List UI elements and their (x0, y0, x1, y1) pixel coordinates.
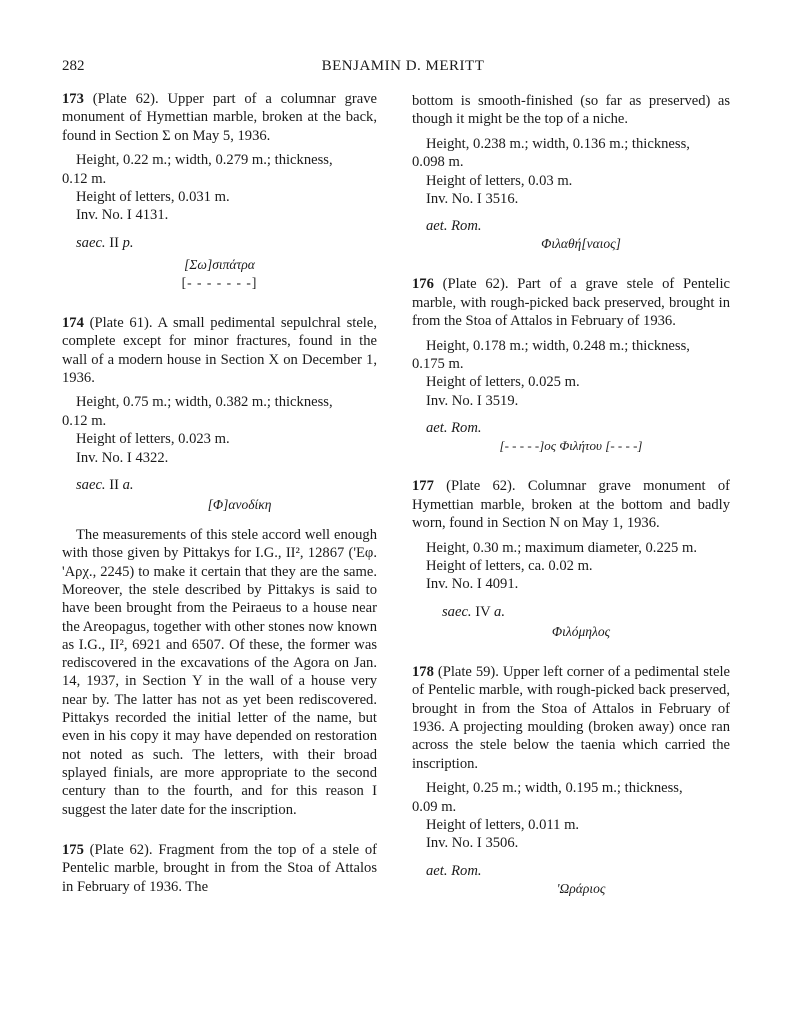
entry-173-description: 173 (Plate 62). Upper part of a columnar grave monument of Hymettian marble, broken at the back, found in Section Σ on May 5, 1936. (62, 91, 377, 144)
dimensions-cont: 0.09 m. (412, 798, 457, 815)
entry-176 (412, 275, 730, 455)
entry-number: 177 (412, 478, 434, 495)
entry-177-date: saec. IV a. (442, 603, 505, 620)
entry-175-measurements (412, 135, 730, 209)
entry-178-inscription: 'Ωράριος (556, 880, 606, 896)
entry-174 (62, 314, 377, 819)
entry-174-discussion: The measurements of this stele accord well enough with those given by Pittakys for I.G., II², 12867 ('Εφ. 'Αρχ., 2245) to make it certain that they are the same. Moreover, the stele described by Pittakys is said to have been brought from the Peiraeus to a house near the Areopagus, together with other stones now known as I.G., II², 6921 and 6507. Of these, the former was rediscovered in the excavations of the Agora on Jan. 14, 1937, in Section Υ in the wall of a house very near by. The latter has not as yet been rediscovered. Pittakys recorded the initial letter of the name, but even in his copy it may have depended on restoration not noted as such. The letters, with their broad splayed finials, are more appropriate to the second century than to the fourth, and for this reason I suggest the later date for the inscription. (62, 527, 377, 818)
entry-175-description-cont: bottom is smooth-finished (so far as preserved) as though it might be the top of a niche. (412, 93, 730, 128)
entry-173 (62, 90, 377, 292)
dimensions-cont: 0.175 m. (412, 356, 464, 373)
entry-175-inscription: Φιλαθή[ναιος] (541, 236, 621, 252)
right-column (412, 92, 730, 898)
inventory-number: Inv. No. I 3519. (426, 392, 519, 409)
letter-height: Height of letters, 0.03 m. (426, 172, 573, 189)
letter-height: Height of letters, 0.023 m. (76, 431, 230, 448)
entry-178-date: aet. Rom. (426, 862, 482, 879)
inventory-number: Inv. No. I 4091. (426, 576, 519, 593)
entry-174-measurements (62, 393, 377, 467)
entry-175-continued (412, 92, 730, 253)
entry-174-date: saec. II a. (76, 477, 134, 494)
entry-176-measurements (412, 337, 730, 411)
dimensions: Height, 0.75 m.; width, 0.382 m.; thickness, (76, 394, 333, 411)
inventory-number: Inv. No. I 4131. (76, 207, 169, 224)
inventory-number: Inv. No. I 3516. (426, 191, 519, 208)
dimensions: Height, 0.30 m.; maximum diameter, 0.225 m. (426, 539, 697, 556)
entry-178 (412, 663, 730, 898)
page-header (62, 58, 744, 80)
letter-height: Height of letters, ca. 0.02 m. (426, 557, 593, 574)
letter-height: Height of letters, 0.011 m. (426, 816, 580, 833)
entry-175 (62, 841, 377, 896)
entry-177-description: 177 (Plate 62). Columnar grave monument of Hymettian marble, broken at the bottom and badly worn, found in Section N on May 1, 1936. (412, 478, 730, 532)
entry-174-inscription: [Φ]ανοδίκη (207, 497, 272, 513)
entry-173-date: saec. II p. (76, 234, 134, 251)
entry-number: 174 (62, 314, 84, 331)
entry-178-measurements (412, 779, 730, 853)
dimensions: Height, 0.22 m.; width, 0.279 m.; thickness, (76, 152, 333, 169)
dimensions-cont: 0.12 m. (62, 412, 107, 429)
left-column (62, 90, 377, 896)
dimensions-cont: 0.098 m. (412, 154, 464, 171)
running-head: BENJAMIN D. MERITT (321, 58, 485, 74)
inventory-number: Inv. No. I 3506. (426, 835, 519, 852)
entry-176-date: aet. Rom. (426, 420, 482, 437)
entry-175-date: aet. Rom. (426, 218, 482, 235)
entry-177 (412, 477, 730, 640)
entry-number: 176 (412, 276, 434, 293)
entry-173-measurements (62, 151, 377, 225)
entry-176-description: 176 (Plate 62). Part of a grave stele of Pentelic marble, with rough-picked back preserved, brought in from the Stoa of Attalos in February of 1936. (412, 276, 730, 330)
entry-175-description: 175 (Plate 62). Fragment from the top of a stele of Pentelic marble, brought in from the Stoa of Attalos in February of 1936. The (62, 841, 377, 895)
letter-height: Height of letters, 0.025 m. (426, 374, 580, 391)
entry-number: 175 (62, 841, 84, 858)
dimensions: Height, 0.238 m.; width, 0.136 m.; thickness, (426, 135, 690, 152)
entry-177-measurements (412, 539, 730, 594)
entry-178-description: 178 (Plate 59). Upper left corner of a pedimental stele of Pentelic marble, with rough-picked back preserved, brought in from the Stoa of Attalos in February of 1936. A projecting moulding (broken away) once ran across the stele below the taenia which carried the inscription. (412, 663, 730, 772)
dimensions: Height, 0.178 m.; width, 0.248 m.; thickness, (426, 337, 690, 354)
dimensions: Height, 0.25 m.; width, 0.195 m.; thickness, (426, 780, 683, 797)
dimensions-cont: 0.12 m. (62, 170, 107, 187)
letter-height: Height of letters, 0.031 m. (76, 189, 230, 206)
page-number: 282 (62, 58, 85, 74)
entry-number: 178 (412, 663, 434, 680)
entry-177-inscription: Φιλόμηλος (551, 623, 611, 639)
entry-173-inscription: [Σω]σιπάτρα [- - - - - - -] (181, 256, 258, 290)
entry-174-description: 174 (Plate 61). A small pedimental sepulchral stele, complete except for minor fractures, found in the wall of a modern house in Section X on December 1, 1936. (62, 314, 377, 387)
inventory-number: Inv. No. I 4322. (76, 449, 169, 466)
entry-number: 173 (62, 91, 84, 107)
entry-176-inscription: [- - - - -]ος Φιλήτου [- - - -] (499, 438, 643, 454)
